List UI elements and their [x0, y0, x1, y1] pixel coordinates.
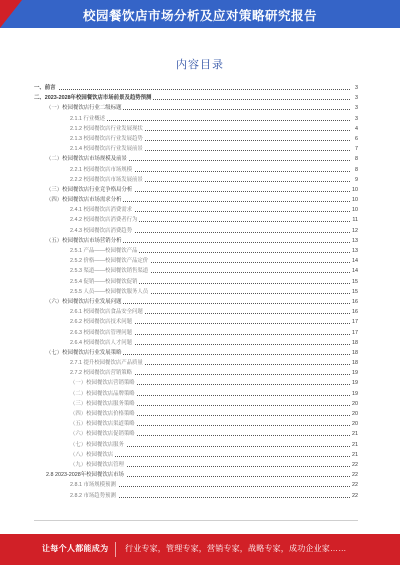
toc-page-number: 20 [350, 419, 358, 429]
toc-page-number: 3 [350, 103, 358, 113]
toc-entry[interactable] [34, 297, 358, 307]
toc-entry-label: 一、前言 [34, 83, 58, 93]
toc-entry[interactable] [34, 226, 358, 236]
toc-entry-label: 2.5.3 渠道——校园餐饮销售渠道 [70, 266, 150, 276]
toc-entry-label: 2.4.2 校园餐饮店消费者行为 [70, 215, 139, 225]
toc-entry[interactable] [34, 103, 358, 113]
toc-entry[interactable] [34, 144, 358, 154]
toc-page-number: 22 [350, 460, 358, 470]
toc-entry-label: （四）校园餐饮店市场需求分析 [46, 195, 123, 205]
toc-page-number: 11 [350, 215, 358, 225]
toc-entry[interactable] [34, 266, 358, 276]
toc-page-number: 10 [350, 185, 358, 195]
toc-page-number: 22 [350, 491, 358, 501]
toc-page-number: 19 [350, 389, 358, 399]
toc-entry-label: 2.4.3 校园餐饮店消费趋势 [70, 226, 134, 236]
toc-entry[interactable] [34, 480, 358, 490]
toc-entry[interactable] [34, 338, 358, 348]
footer-slogan: 让每个人都能成为 [42, 544, 109, 553]
toc-page-number: 18 [350, 338, 358, 348]
toc-page-number: 15 [350, 277, 358, 287]
report-title: 校园餐饮店市场分析及应对策略研究报告 [82, 9, 317, 23]
toc-entry[interactable] [34, 114, 358, 124]
toc-page-number: 13 [350, 236, 358, 246]
toc-page-number: 20 [350, 409, 358, 419]
toc-entry-label: 2.6.2 校园餐饮店技术问题 [70, 317, 134, 327]
toc-entry[interactable] [34, 399, 358, 409]
divider [34, 520, 358, 521]
toc-entry-label: （六）校园餐饮店促销策略 [70, 429, 137, 439]
toc-page-number: 14 [350, 256, 358, 266]
toc-entry[interactable] [34, 491, 358, 501]
toc-page-number: 17 [350, 317, 358, 327]
toc-entry[interactable] [34, 348, 358, 358]
toc-entry[interactable] [34, 175, 358, 185]
toc-entry[interactable] [34, 440, 358, 450]
toc-entry-label: （九）校园餐饮店管理 [70, 460, 126, 470]
toc-entry-label: 2.1.2 校园餐饮店行业发展现状 [70, 124, 145, 134]
toc-page-number: 12 [350, 226, 358, 236]
toc-entry-label: （三）校园餐饮店服务策略 [70, 399, 137, 409]
toc-entry-label: （一）校园餐饮店行业二级标题 [46, 103, 123, 113]
toc-entry[interactable] [34, 83, 358, 93]
toc-entry-label: 2.1.3 校园餐饮店行业发展趋势 [70, 134, 145, 144]
toc-entry[interactable] [34, 307, 358, 317]
toc-page-number: 14 [350, 266, 358, 276]
toc-page-number: 7 [350, 144, 358, 154]
toc-page-number: 3 [350, 93, 358, 103]
toc-page-number: 3 [350, 114, 358, 124]
toc-entry-label: （五）校园餐饮店渠道策略 [70, 419, 137, 429]
page-footer [0, 534, 400, 565]
toc-entry-label: 2.1.4 校园餐饮店行业发展前景 [70, 144, 145, 154]
toc-entry[interactable] [34, 470, 358, 480]
toc-entry-label: （七）校园餐饮店服务 [70, 440, 126, 450]
toc-entry[interactable] [34, 124, 358, 134]
toc-entry[interactable] [34, 93, 358, 103]
table-of-contents [34, 83, 358, 501]
page-header [0, 0, 400, 28]
toc-page-number: 21 [350, 429, 358, 439]
toc-entry-label: （一）校园餐饮店营销策略 [70, 378, 137, 388]
toc-entry-label: （二）校园餐饮店品牌策略 [70, 389, 137, 399]
toc-entry[interactable] [34, 378, 358, 388]
toc-page-number: 16 [350, 297, 358, 307]
toc-entry[interactable] [34, 450, 358, 460]
toc-page-number: 19 [350, 378, 358, 388]
toc-entry[interactable] [34, 165, 358, 175]
toc-page-number: 10 [350, 195, 358, 205]
toc-entry[interactable] [34, 287, 358, 297]
toc-entry-label: 2.8.1 市场规模预测 [70, 480, 118, 490]
toc-page-number: 18 [350, 358, 358, 368]
toc-heading: 内容目录 [176, 59, 224, 71]
toc-entry[interactable] [34, 409, 358, 419]
toc-entry-label: 2.1.1 行业概述 [70, 114, 107, 124]
toc-entry-label: 2.7.1 提升校园餐饮店产品质量 [70, 358, 145, 368]
toc-page-number: 8 [350, 154, 358, 164]
toc-entry[interactable] [34, 328, 358, 338]
toc-entry[interactable] [34, 389, 358, 399]
toc-entry[interactable] [34, 215, 358, 225]
toc-entry[interactable] [34, 277, 358, 287]
toc-entry-label: 2.2.2 校园餐饮店市场发展前景 [70, 175, 145, 185]
toc-entry-label: 2.7.2 校园餐饮店营销策略 [70, 368, 134, 378]
toc-leader-dots [70, 120, 350, 121]
toc-page-number: 16 [350, 307, 358, 317]
toc-entry-label: （八）校园餐饮店 [70, 450, 115, 460]
toc-page-number: 4 [350, 124, 358, 134]
toc-leader-dots [34, 89, 350, 90]
toc-page-number: 20 [350, 399, 358, 409]
toc-entry[interactable] [34, 429, 358, 439]
toc-entry-label: （七）校园餐饮店行业发展策略 [46, 348, 123, 358]
toc-entry[interactable] [34, 185, 358, 195]
toc-entry[interactable] [34, 317, 358, 327]
toc-entry[interactable] [34, 195, 358, 205]
toc-entry[interactable] [34, 205, 358, 215]
toc-page-number: 10 [350, 205, 358, 215]
toc-entry[interactable] [34, 246, 358, 256]
toc-entry-label: 二、2023-2028年校园餐饮店市场前景及趋势预测 [34, 93, 153, 103]
toc-page-number: 21 [350, 440, 358, 450]
toc-entry-label: （五）校园餐饮店市场营销分析 [46, 236, 123, 246]
toc-entry[interactable] [34, 256, 358, 266]
toc-page-number: 19 [350, 368, 358, 378]
toc-page-number: 8 [350, 165, 358, 175]
toc-page-number: 6 [350, 134, 358, 144]
toc-page-number: 3 [350, 83, 358, 93]
toc-page-number: 22 [350, 480, 358, 490]
toc-entry-label: （四）校园餐饮店价格策略 [70, 409, 137, 419]
toc-page-number: 21 [350, 450, 358, 460]
toc-entry[interactable] [34, 154, 358, 164]
toc-entry-label: 2.8.2 市场趋势预测 [70, 491, 118, 501]
toc-page-number: 22 [350, 470, 358, 480]
toc-entry-label: 2.6.4 校园餐饮店人才问题 [70, 338, 134, 348]
toc-entry-label: 2.5.2 价格——校园餐饮产品定价 [70, 256, 150, 266]
toc-entry-label: 2.5.1 产品——校园餐饮产品 [70, 246, 139, 256]
footer-divider [115, 542, 116, 557]
toc-entry[interactable] [34, 419, 358, 429]
toc-page-number: 15 [350, 287, 358, 297]
toc-page-number: 13 [350, 246, 358, 256]
toc-entry-label: （二）校园餐饮店市场规模及前景 [46, 154, 129, 164]
toc-entry[interactable] [34, 460, 358, 470]
toc-entry-label: 2.2.1 校园餐饮店市场规模 [70, 165, 134, 175]
toc-entry[interactable] [34, 134, 358, 144]
toc-entry-label: 2.5.4 促销——校园餐饮促销 [70, 277, 139, 287]
toc-entry-label: 2.6.1 校园餐饮店食品安全问题 [70, 307, 145, 317]
toc-entry-label: （三）校园餐饮店行业竞争格局分析 [46, 185, 134, 195]
toc-page-number: 18 [350, 348, 358, 358]
toc-entry-label: 2.6.3 校园餐饮店管理问题 [70, 328, 134, 338]
toc-entry-label: 2.8 2023-2028年校园餐饮店市场 [46, 470, 126, 480]
toc-entry-label: 2.4.1 校园餐饮店消费需求 [70, 205, 134, 215]
toc-entry[interactable] [34, 236, 358, 246]
toc-page-number: 17 [350, 328, 358, 338]
toc-entry[interactable] [34, 368, 358, 378]
toc-entry[interactable] [34, 358, 358, 368]
footer-tagline: 行业专家，管理专家，营销专家，战略专家，成功企业家…… [125, 544, 347, 553]
toc-entry-label: （六）校园餐饮店行业发展问题 [46, 297, 123, 307]
toc-page-number: 9 [350, 175, 358, 185]
toc-entry-label: 2.5.5 人员——校园餐饮服务人员 [70, 287, 150, 297]
